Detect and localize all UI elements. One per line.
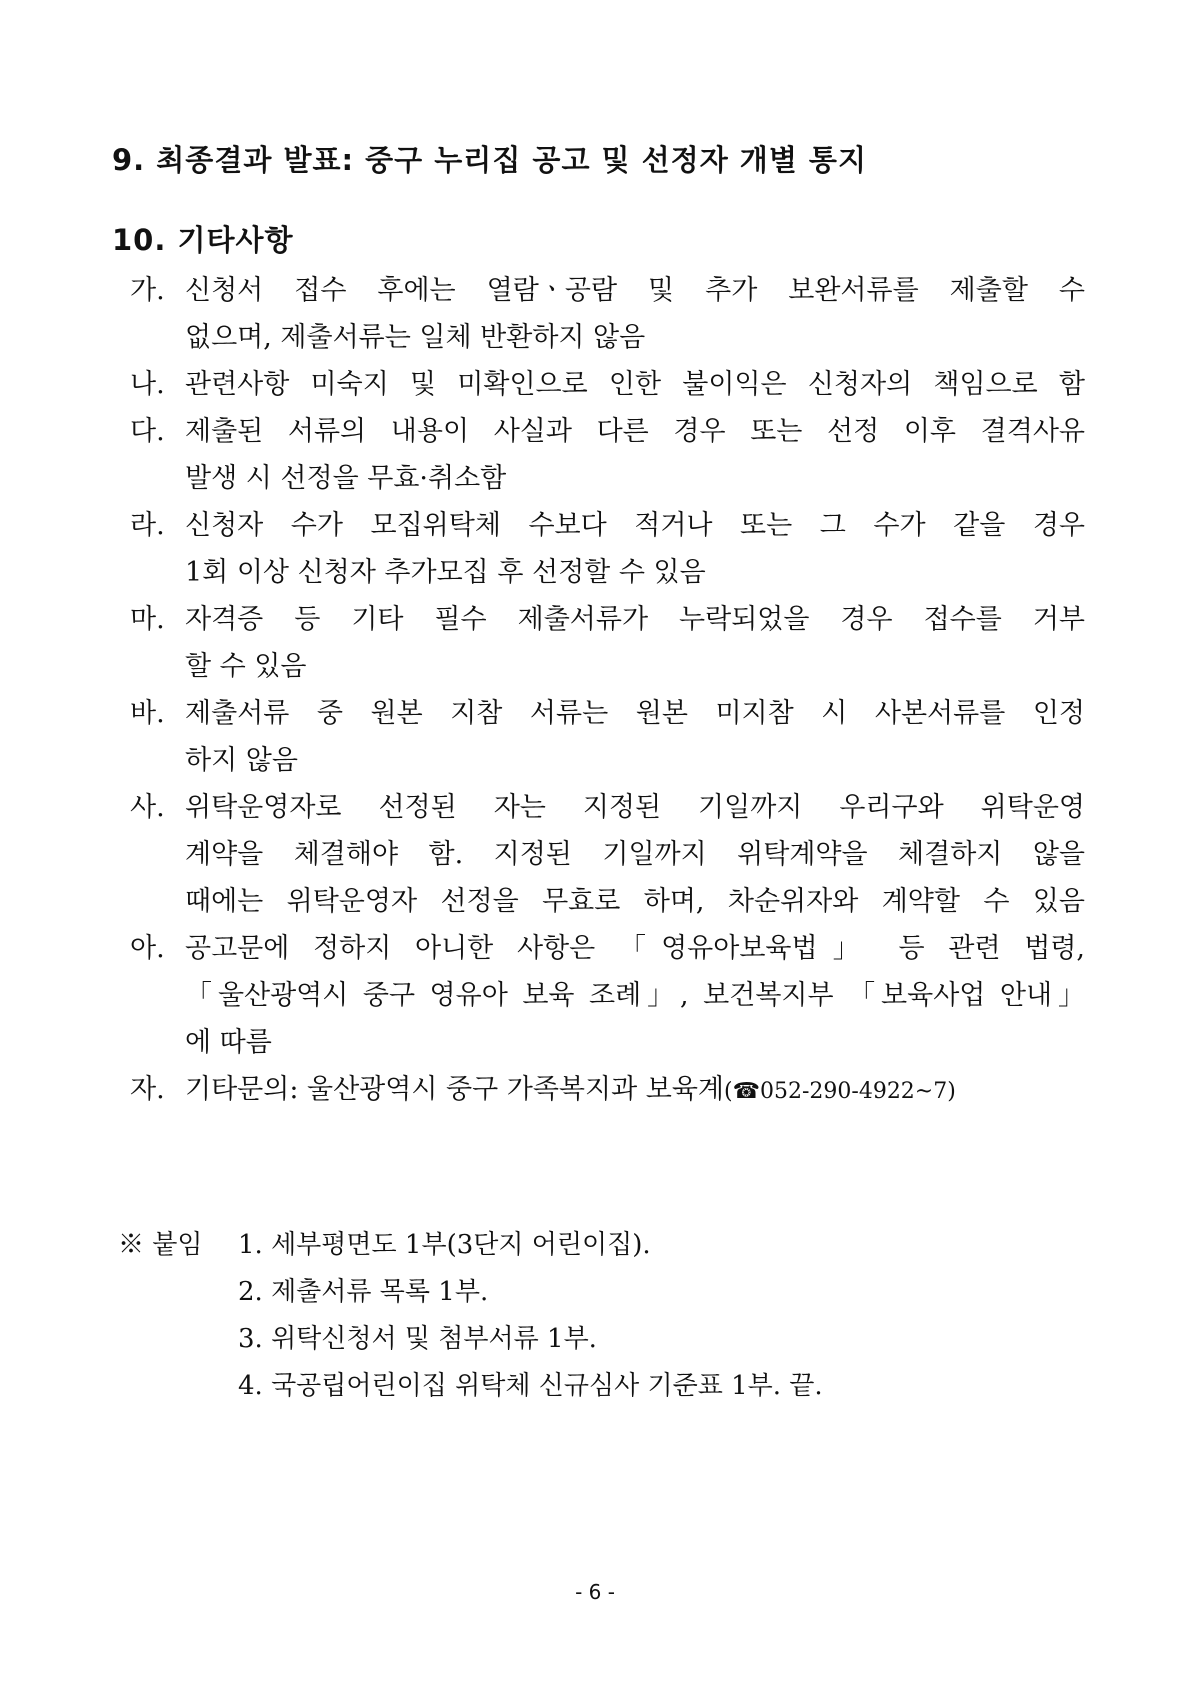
item-text <box>185 408 1085 502</box>
item-line: 없으며, 제출서류는 일체 반환하지 않음 <box>185 322 646 353</box>
item-marker: 자. <box>130 1074 165 1105</box>
item-text <box>185 784 1085 925</box>
item-line: 계약을 체결해야 함. 지정된 기일까지 위탁계약을 체결하지 않을 <box>185 839 1085 870</box>
notice-item <box>130 408 1085 502</box>
notice-item <box>130 267 1085 361</box>
attachment-item: 3. 위탁신청서 및 첨부서류 1부. <box>238 1324 597 1354</box>
notice-item <box>130 925 1085 1066</box>
item-marker: 나. <box>130 369 165 400</box>
section-9-heading: 9. 최종결과 발표: 중구 누리집 공고 및 선정자 개별 통지 <box>112 143 867 177</box>
item-line: 공고문에 정하지 아니한 사항은 「영유아보육법」 등 관련 법령, <box>185 933 1085 964</box>
item-marker: 마. <box>130 604 165 635</box>
item-marker: 아. <box>130 933 165 964</box>
item-text <box>185 925 1085 1066</box>
attachments-list <box>238 1222 823 1410</box>
attachment-item: 4. 국공립어린이집 위탁체 신규심사 기준표 1부. 끝. <box>238 1371 823 1401</box>
contact-phone: (☎052-290-4922~7) <box>723 1079 956 1104</box>
item-line: 신청자 수가 모집위탁체 수보다 적거나 또는 그 수가 같을 경우 <box>185 510 1085 541</box>
item-line: 하지 않음 <box>185 745 298 776</box>
item-marker: 다. <box>130 416 165 447</box>
item-line <box>185 1066 1085 1115</box>
attachments-label: ※ 붙임 <box>118 1230 203 1260</box>
attachment-item: 1. 세부평면도 1부(3단지 어린이집). <box>238 1230 651 1260</box>
contact-item <box>130 1066 1085 1115</box>
notice-items-list <box>130 267 1085 1115</box>
notice-item <box>130 784 1085 925</box>
page-number: - 6 - <box>575 1580 615 1604</box>
item-text <box>185 502 1085 596</box>
item-line: 제출서류 중 원본 지참 서류는 원본 미지참 시 사본서류를 인정 <box>185 698 1085 729</box>
item-line: 위탁운영자로 선정된 자는 지정된 기일까지 우리구와 위탁운영 <box>185 792 1085 823</box>
item-text <box>185 267 1085 361</box>
item-text <box>185 1066 1085 1115</box>
notice-item <box>130 596 1085 690</box>
item-text <box>185 596 1085 690</box>
notice-item <box>130 690 1085 784</box>
item-text <box>185 361 1085 408</box>
notice-item <box>130 502 1085 596</box>
item-line: 에 따름 <box>185 1027 272 1058</box>
attachments <box>118 1222 823 1410</box>
item-line: 할 수 있음 <box>185 651 307 682</box>
item-marker: 사. <box>130 792 165 823</box>
item-line: 1회 이상 신청자 추가모집 후 선정할 수 있음 <box>185 557 706 588</box>
item-line: 발생 시 선정을 무효·취소함 <box>185 463 507 494</box>
item-line: 자격증 등 기타 필수 제출서류가 누락되었을 경우 접수를 거부 <box>185 604 1085 635</box>
item-line: 관련사항 미숙지 및 미확인으로 인한 불이익은 신청자의 책임으로 함 <box>185 369 1085 400</box>
item-marker: 바. <box>130 698 165 729</box>
item-text <box>185 690 1085 784</box>
item-line: 제출된 서류의 내용이 사실과 다른 경우 또는 선정 이후 결격사유 <box>185 416 1085 447</box>
item-line: 신청서 접수 후에는 열람ㆍ공람 및 추가 보완서류를 제출할 수 <box>185 275 1085 306</box>
section-10-heading: 10. 기타사항 <box>112 223 294 257</box>
item-marker: 라. <box>130 510 165 541</box>
contact-text: 기타문의: 울산광역시 중구 가족복지과 보육계 <box>185 1074 724 1105</box>
item-line: 「울산광역시 중구 영유아 보육 조례」, 보건복지부 「보육사업 안내」 <box>185 980 1085 1011</box>
item-line: 때에는 위탁운영자 선정을 무효로 하며, 차순위자와 계약할 수 있음 <box>185 886 1085 917</box>
attachment-item: 2. 제출서류 목록 1부. <box>238 1277 489 1307</box>
notice-item <box>130 361 1085 408</box>
item-marker: 가. <box>130 275 165 306</box>
